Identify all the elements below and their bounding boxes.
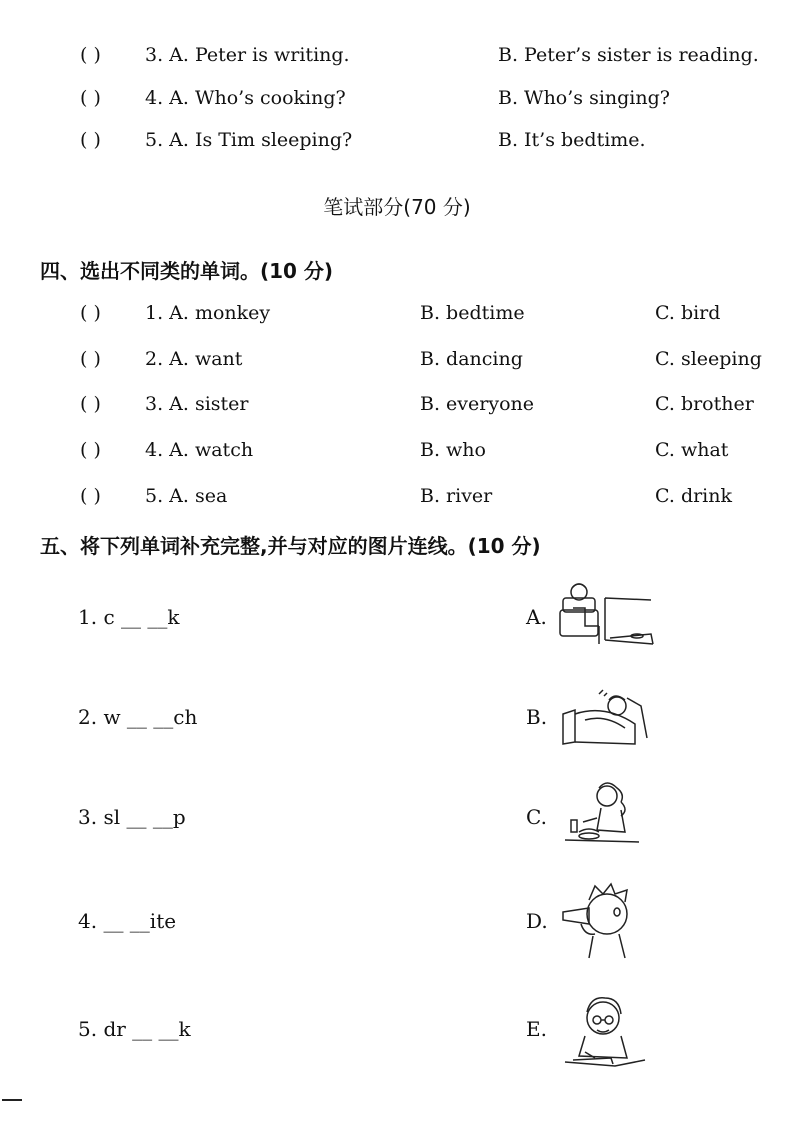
- listening-item-4: [0, 87, 794, 117]
- picture-label-b: B.: [526, 705, 548, 729]
- option-a: 2. A. want: [145, 348, 243, 370]
- fill-word-3[interactable]: 3. sl __ __p: [78, 805, 186, 829]
- option-a: 3. A. Peter is writing.: [145, 44, 350, 66]
- answer-paren[interactable]: ( ): [80, 44, 101, 66]
- section-4-item-3: [0, 393, 794, 423]
- girl-sleeping-in-bed-icon[interactable]: [555, 684, 655, 750]
- option-a: 3. A. sister: [145, 393, 249, 415]
- written-part-title: 笔试部分(70 分): [323, 195, 471, 219]
- option-a: 4. A. watch: [145, 439, 254, 461]
- answer-paren[interactable]: ( ): [80, 129, 101, 151]
- option-c: C. brother: [655, 393, 754, 415]
- fill-word-1[interactable]: 1. c __ __k: [78, 605, 180, 629]
- section-4-item-5: [0, 485, 794, 515]
- option-a: 1. A. monkey: [145, 302, 271, 324]
- option-b: B. Who’s singing?: [498, 87, 670, 109]
- option-b: B. bedtime: [420, 302, 525, 324]
- fill-word-4[interactable]: 4. __ __ite: [78, 909, 177, 933]
- option-c: C. sleeping: [655, 348, 762, 370]
- answer-paren[interactable]: ( ): [80, 439, 101, 461]
- option-c: C. bird: [655, 302, 721, 324]
- option-b: B. river: [420, 485, 493, 507]
- girl-cooking-icon[interactable]: [555, 776, 643, 852]
- option-a: 4. A. Who’s cooking?: [145, 87, 346, 109]
- listening-item-3: [0, 44, 794, 74]
- section-4-item-2: [0, 348, 794, 378]
- section-4-item-4: [0, 439, 794, 469]
- section-4-heading: 四、选出不同类的单词。(10 分): [40, 259, 334, 283]
- answer-paren[interactable]: ( ): [80, 87, 101, 109]
- answer-paren[interactable]: ( ): [80, 302, 101, 324]
- picture-label-a: A.: [526, 605, 547, 629]
- option-c: C. what: [655, 439, 729, 461]
- picture-label-d: D.: [526, 909, 548, 933]
- answer-paren[interactable]: ( ): [80, 485, 101, 507]
- option-a: 5. A. sea: [145, 485, 228, 507]
- picture-label-c: C.: [526, 805, 547, 829]
- answer-paren[interactable]: ( ): [80, 393, 101, 415]
- option-b: B. everyone: [420, 393, 534, 415]
- child-watching-tv-icon[interactable]: [555, 578, 655, 658]
- picture-label-e: E.: [526, 1017, 547, 1041]
- option-b: B. dancing: [420, 348, 523, 370]
- listening-item-5: [0, 129, 794, 159]
- option-b: B. who: [420, 439, 486, 461]
- section-4-item-1: [0, 302, 794, 332]
- fill-word-5[interactable]: 5. dr __ __k: [78, 1017, 191, 1041]
- option-b: B. Peter’s sister is reading.: [498, 44, 759, 66]
- fill-word-2[interactable]: 2. w __ __ch: [78, 705, 198, 729]
- answer-paren[interactable]: ( ): [80, 348, 101, 370]
- section-5-heading: 五、将下列单词补充完整,并与对应的图片连线。(10 分): [40, 534, 541, 558]
- page-edge-mark: [2, 1099, 22, 1101]
- option-b: B. It’s bedtime.: [498, 129, 646, 151]
- option-c: C. drink: [655, 485, 733, 507]
- boy-drinking-icon[interactable]: [555, 878, 645, 960]
- option-a: 5. A. Is Tim sleeping?: [145, 129, 353, 151]
- boy-writing-icon[interactable]: [555, 990, 647, 1074]
